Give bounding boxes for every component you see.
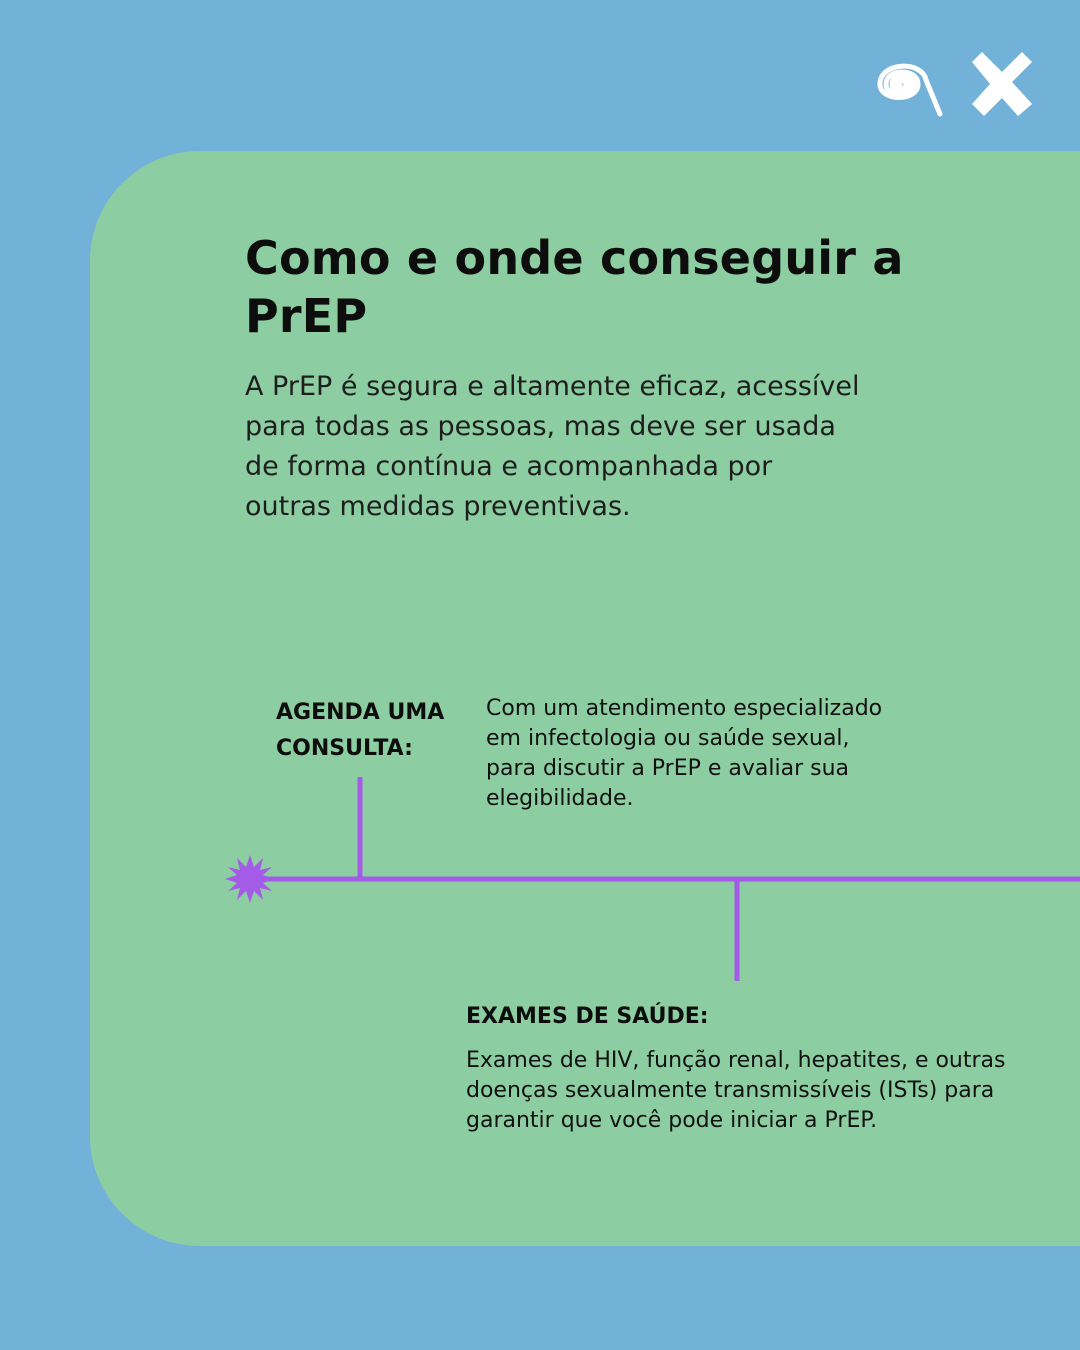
- brand-logos: [856, 46, 1040, 120]
- starburst-icon: [225, 855, 275, 903]
- x-logo-icon: [966, 48, 1038, 120]
- content-card: [90, 151, 1080, 1246]
- step-1-description: Com um atendimento especializado em infectologia ou saúde sexual, para discutir a PrEP e avaliar sua elegibilidade.: [486, 696, 883, 811]
- spiral-logo-icon: [856, 46, 948, 120]
- step-2-description: Exames de HIV, função renal, hepatites, e outras doenças sexualmente transmissíveis (ISTs) para garantir que você pode iniciar a PrEP.: [466, 1048, 1006, 1133]
- page-title: Como e onde conseguir a PrEP: [245, 231, 904, 343]
- step-2-title: EXAMES DE SAÚDE:: [466, 1004, 709, 1029]
- step-1-title: AGENDA UMA CONSULTA:: [276, 700, 445, 761]
- intro-paragraph: A PrEP é segura e altamente eficaz, acessível para todas as pessoas, mas deve ser usada de forma contínua e acompanhada por outras medidas preventivas.: [245, 371, 860, 522]
